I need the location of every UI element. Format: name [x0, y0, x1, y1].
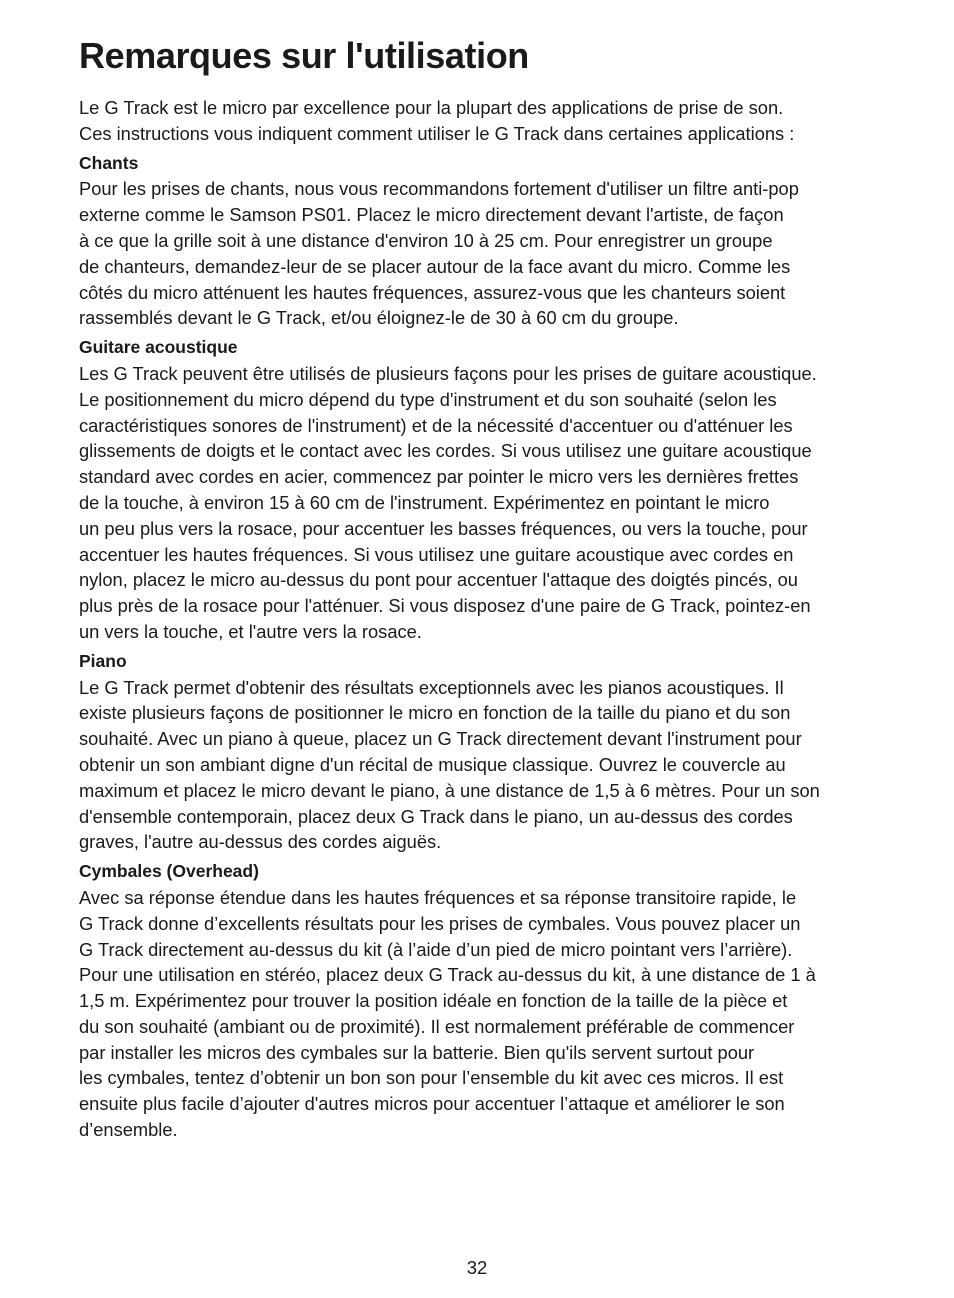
section-heading: Chants [79, 152, 139, 173]
section-paragraph [79, 675, 884, 856]
paragraph-line: les cymbales, tentez d’obtenir un bon son pour l’ensemble du kit avec ces micros. Il est [79, 1067, 784, 1089]
intro-line: Ces instructions vous indiquent comment utiliser le G Track dans certaines applications : [79, 122, 795, 144]
paragraph-line: obtenir un son ambiant digne d'un récital de musique classique. Ouvrez le couvercle au [79, 753, 786, 775]
paragraph-line: d’ensemble. [79, 1119, 178, 1141]
paragraph-line: Pour une utilisation en stéréo, placez deux G Track au-dessus du kit, à une distance de 1 à [79, 964, 816, 986]
paragraph-line: caractéristiques sonores de l'instrument) et de la nécessité d'accentuer ou d'atténuer les [79, 414, 793, 436]
paragraph-line: 1,5 m. Expérimentez pour trouver la position idéale en fonction de la taille de la pièce et [79, 990, 788, 1012]
paragraph-line: existe plusieurs façons de positionner le micro en fonction de la taille du piano et du son [79, 702, 791, 724]
paragraph-line: Le positionnement du micro dépend du type d'instrument et du son souhaité (selon les [79, 388, 777, 410]
section-heading: Cymbales (Overhead) [79, 861, 259, 882]
paragraph-line: Les G Track peuvent être utilisés de plusieurs façons pour les prises de guitare acoustique. [79, 362, 817, 384]
paragraph-line: un vers la touche, et l'autre vers la rosace. [79, 620, 422, 642]
section-guitare-acoustique [79, 335, 884, 645]
paragraph-line: rassemblés devant le G Track, et/ou éloignez-le de 30 à 60 cm du groupe. [79, 307, 679, 329]
paragraph-line: graves, l'autre au-dessus des cordes aiguës. [79, 831, 442, 853]
paragraph-line: Le G Track permet d'obtenir des résultats exceptionnels avec les pianos acoustiques. Il [79, 676, 784, 698]
paragraph-line: souhaité. Avec un piano à queue, placez un G Track directement devant l'instrument pour [79, 728, 802, 750]
paragraph-line: par installer les micros des cymbales sur la batterie. Bien qu'ils servent surtout pour [79, 1041, 755, 1063]
paragraph-line: G Track directement au-dessus du kit (à l’aide d’un pied de micro pointant vers l’arrière). [79, 938, 793, 960]
section-heading: Guitare acoustique [79, 337, 238, 358]
document-body [79, 95, 884, 1147]
paragraph-line: standard avec cordes en acier, commencez par pointer le micro vers les dernières frettes [79, 466, 799, 488]
page-number: 32 [466, 1257, 488, 1278]
section-piano [79, 649, 884, 855]
section-cymbales [79, 859, 884, 1143]
paragraph-line: Pour les prises de chants, nous vous recommandons fortement d'utiliser un filtre anti-pop [79, 178, 799, 200]
paragraph-line: nylon, placez le micro au-dessus du pont pour accentuer l'attaque des doigtés pincés, ou [79, 569, 798, 591]
section-paragraph [79, 176, 884, 331]
intro-line: Le G Track est le micro par excellence pour la plupart des applications de prise de son. [79, 97, 784, 118]
section-paragraph [79, 885, 884, 1143]
paragraph-line: Avec sa réponse étendue dans les hautes fréquences et sa réponse transitoire rapide, le [79, 886, 797, 908]
page-title: Remarques sur l'utilisation [79, 35, 529, 76]
paragraph-line: externe comme le Samson PS01. Placez le micro directement devant l'artiste, de façon [79, 204, 784, 226]
paragraph-line: accentuer les hautes fréquences. Si vous utilisez une guitare acoustique avec cordes en [79, 543, 794, 565]
paragraph-line: glissements de doigts et le contact avec les cordes. Si vous utilisez une guitare acoustique [79, 440, 812, 462]
paragraph-line: un peu plus vers la rosace, pour accentuer les basses fréquences, ou vers la touche, pour [79, 517, 808, 539]
paragraph-line: plus près de la rosace pour l'atténuer. Si vous disposez d'une paire de G Track, pointez-en [79, 595, 811, 617]
paragraph-line: de la touche, à environ 15 à 60 cm de l'instrument. Expérimentez en pointant le micro [79, 491, 770, 513]
paragraph-line: côtés du micro atténuent les hautes fréquences, assurez-vous que les chanteurs soient [79, 281, 786, 303]
intro-paragraph [79, 95, 884, 147]
paragraph-line: du son souhaité (ambiant ou de proximité). Il est normalement préférable de commencer [79, 1015, 795, 1037]
paragraph-line: G Track donne d’excellents résultats pour les prises de cymbales. Vous pouvez placer un [79, 912, 801, 934]
paragraph-line: à ce que la grille soit à une distance d'environ 10 à 25 cm. Pour enregistrer un groupe [79, 229, 773, 251]
paragraph-line: maximum et placez le micro devant le piano, à une distance de 1,5 à 6 mètres. Pour un son [79, 779, 820, 801]
paragraph-line: ensuite plus facile d’ajouter d'autres micros pour accentuer l’attaque et améliorer le son [79, 1093, 785, 1115]
section-heading: Piano [79, 650, 127, 671]
paragraph-line: d'ensemble contemporain, placez deux G Track dans le piano, un au-dessus des cordes [79, 805, 793, 827]
section-chants [79, 151, 884, 332]
paragraph-line: de chanteurs, demandez-leur de se placer autour de la face avant du micro. Comme les [79, 255, 791, 277]
section-paragraph [79, 361, 884, 645]
